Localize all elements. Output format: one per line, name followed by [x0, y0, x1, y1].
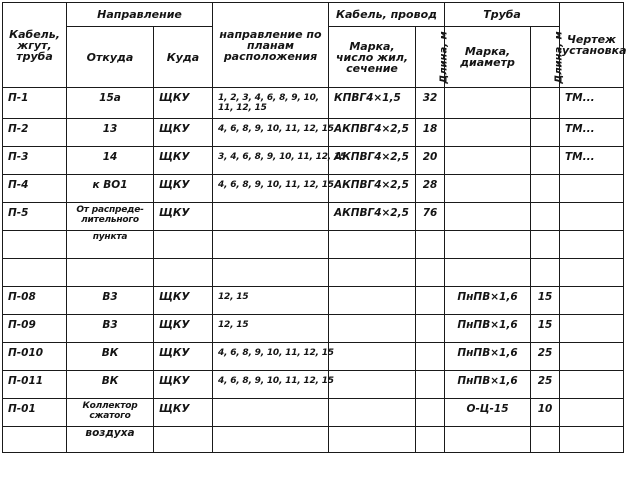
cell-drawing [560, 315, 624, 343]
cable-journal-sheet [2, 2, 627, 498]
cell-from: В3 [67, 315, 154, 343]
cell-cable: П-09 [3, 315, 67, 343]
cell-to [154, 259, 213, 287]
table-row [3, 88, 624, 119]
table-row [3, 203, 624, 231]
cell-from: пункта [67, 231, 154, 259]
cell-cable-mark [329, 259, 416, 287]
cell-from: От распреде- лительного [67, 203, 154, 231]
cell-pipe-length [531, 231, 560, 259]
cell-cable: П-3 [3, 147, 67, 175]
cell-plan-direction [213, 259, 329, 287]
cell-from: 14 [67, 147, 154, 175]
cell-to: ЩКУ [154, 175, 213, 203]
cell-pipe-mark [445, 203, 531, 231]
header-cable: Кабель, жгут, труба [3, 3, 67, 88]
header-from: Откуда [67, 27, 154, 88]
cell-from: воздуха [67, 427, 154, 453]
cell-cable-mark [329, 315, 416, 343]
cell-cable-mark: АКПВГ4×2,5 [329, 119, 416, 147]
cell-plan-direction: 1, 2, 3, 4, 6, 8, 9, 10, 11, 12, 15 [213, 88, 329, 119]
table-row [3, 259, 624, 287]
cell-cable: П-08 [3, 287, 67, 315]
cell-pipe-length [531, 427, 560, 453]
cell-plan-direction [213, 399, 329, 427]
table-row [3, 343, 624, 371]
cell-cable-mark [329, 287, 416, 315]
cell-to: ЩКУ [154, 88, 213, 119]
cell-pipe-mark: О-Ц-15 [445, 399, 531, 427]
header-cable-mark: Марка, число жил, сечение [329, 27, 416, 88]
cell-cable-mark: АКПВГ4×2,5 [329, 203, 416, 231]
cell-to [154, 427, 213, 453]
cell-cable-length: 76 [416, 203, 445, 231]
cell-pipe-mark [445, 119, 531, 147]
table-row [3, 147, 624, 175]
cell-pipe-length [531, 175, 560, 203]
cell-cable [3, 427, 67, 453]
header-drawing: Чертеж установка [560, 3, 624, 88]
cell-from: В3 [67, 287, 154, 315]
header-to: Куда [154, 27, 213, 88]
cell-pipe-mark [445, 147, 531, 175]
cell-to: ЩКУ [154, 343, 213, 371]
header-plan-direction: направление по планам расположения [213, 3, 329, 88]
cable-length-label: Длина, м [438, 31, 450, 84]
cell-drawing: ТМ... [560, 119, 624, 147]
cell-from: 15а [67, 88, 154, 119]
cell-pipe-mark: ПнПВ×1,6 [445, 315, 531, 343]
cell-cable-mark: АКПВГ4×2,5 [329, 147, 416, 175]
cell-plan-direction: 4, 6, 8, 9, 10, 11, 12, 15 [213, 371, 329, 399]
cell-pipe-length: 25 [531, 343, 560, 371]
cell-cable-mark [329, 231, 416, 259]
cell-plan-direction [213, 231, 329, 259]
cell-cable-length: 18 [416, 119, 445, 147]
cell-cable-mark [329, 343, 416, 371]
cell-drawing [560, 259, 624, 287]
table-row [3, 175, 624, 203]
cell-cable-length [416, 427, 445, 453]
table-row [3, 231, 624, 259]
cell-plan-direction: 3, 4, 6, 8, 9, 10, 11, 12, 15 [213, 147, 329, 175]
cell-pipe-mark: ПнПВ×1,6 [445, 371, 531, 399]
cell-to: ЩКУ [154, 315, 213, 343]
cell-from: ВК [67, 343, 154, 371]
cell-pipe-length [531, 259, 560, 287]
cell-pipe-length [531, 88, 560, 119]
cell-pipe-length: 15 [531, 287, 560, 315]
cell-cable: П-4 [3, 175, 67, 203]
cell-pipe-length: 15 [531, 315, 560, 343]
cell-cable: П-010 [3, 343, 67, 371]
header-pipe-length [531, 27, 565, 88]
cell-plan-direction: 12, 15 [213, 315, 329, 343]
cell-plan-direction: 4, 6, 8, 9, 10, 11, 12, 15 [213, 119, 329, 147]
cell-cable: П-011 [3, 371, 67, 399]
cell-cable-length [416, 315, 445, 343]
cell-pipe-mark [445, 427, 531, 453]
cell-cable-mark: АКПВГ4×2,5 [329, 175, 416, 203]
cell-from: к ВО1 [67, 175, 154, 203]
cell-pipe-length [531, 147, 560, 175]
table-row [3, 119, 624, 147]
cell-plan-direction: 4, 6, 8, 9, 10, 11, 12, 15 [213, 175, 329, 203]
cable-journal-table [2, 2, 627, 453]
header-cable-wire: Кабель, провод [329, 3, 445, 27]
cell-drawing [560, 427, 624, 453]
cell-pipe-length [531, 119, 560, 147]
cell-from: Коллектор сжатого [67, 399, 154, 427]
cell-to: ЩКУ [154, 399, 213, 427]
cell-cable: П-1 [3, 88, 67, 119]
cell-pipe-mark [445, 88, 531, 119]
cell-cable-length: 20 [416, 147, 445, 175]
pipe-length-label: Длина, м [553, 31, 565, 84]
cell-cable-length: 32 [416, 88, 445, 119]
table-row [3, 287, 624, 315]
cell-drawing [560, 287, 624, 315]
cell-from: 13 [67, 119, 154, 147]
cell-cable-length [416, 287, 445, 315]
cell-drawing [560, 203, 624, 231]
cell-cable: П-5 [3, 203, 67, 231]
cell-cable-mark [329, 371, 416, 399]
cell-drawing [560, 343, 624, 371]
header-cable-length [416, 27, 450, 88]
cell-to: ЩКУ [154, 371, 213, 399]
cell-plan-direction: 4, 6, 8, 9, 10, 11, 12, 15 [213, 343, 329, 371]
header-pipe: Труба [445, 3, 560, 27]
table-row [3, 371, 624, 399]
cell-cable: П-2 [3, 119, 67, 147]
cell-cable-length [416, 371, 445, 399]
cell-cable-length [416, 259, 445, 287]
cell-plan-direction [213, 203, 329, 231]
cell-drawing [560, 175, 624, 203]
cell-cable [3, 231, 67, 259]
cell-cable-length [416, 343, 445, 371]
cell-cable: П-01 [3, 399, 67, 427]
cell-cable-mark [329, 427, 416, 453]
cell-drawing [560, 399, 624, 427]
cell-from: ВК [67, 371, 154, 399]
cell-to: ЩКУ [154, 287, 213, 315]
cell-cable-length [416, 399, 445, 427]
table-row [3, 427, 624, 453]
cell-pipe-length: 10 [531, 399, 560, 427]
cell-pipe-length [531, 203, 560, 231]
cell-to: ЩКУ [154, 203, 213, 231]
cell-pipe-mark: ПнПВ×1,6 [445, 287, 531, 315]
cell-pipe-mark [445, 231, 531, 259]
cell-pipe-length: 25 [531, 371, 560, 399]
cell-to [154, 231, 213, 259]
cell-plan-direction: 12, 15 [213, 287, 329, 315]
cell-to: ЩКУ [154, 147, 213, 175]
cell-pipe-mark [445, 259, 531, 287]
header-direction: Направление [67, 3, 213, 27]
cell-drawing: ТМ... [560, 88, 624, 119]
cell-cable [3, 259, 67, 287]
table-row [3, 315, 624, 343]
cell-from [67, 259, 154, 287]
table-row [3, 399, 624, 427]
cell-drawing [560, 231, 624, 259]
cell-plan-direction [213, 427, 329, 453]
cell-cable-length: 28 [416, 175, 445, 203]
cell-drawing [560, 371, 624, 399]
cell-pipe-mark [445, 175, 531, 203]
cell-cable-mark [329, 399, 416, 427]
cell-cable-mark: КПВГ4×1,5 [329, 88, 416, 119]
cell-drawing: ТМ... [560, 147, 624, 175]
cell-to: ЩКУ [154, 119, 213, 147]
header-pipe-mark: Марка, диаметр [445, 27, 531, 88]
cell-pipe-mark: ПнПВ×1,6 [445, 343, 531, 371]
cell-cable-length [416, 231, 445, 259]
